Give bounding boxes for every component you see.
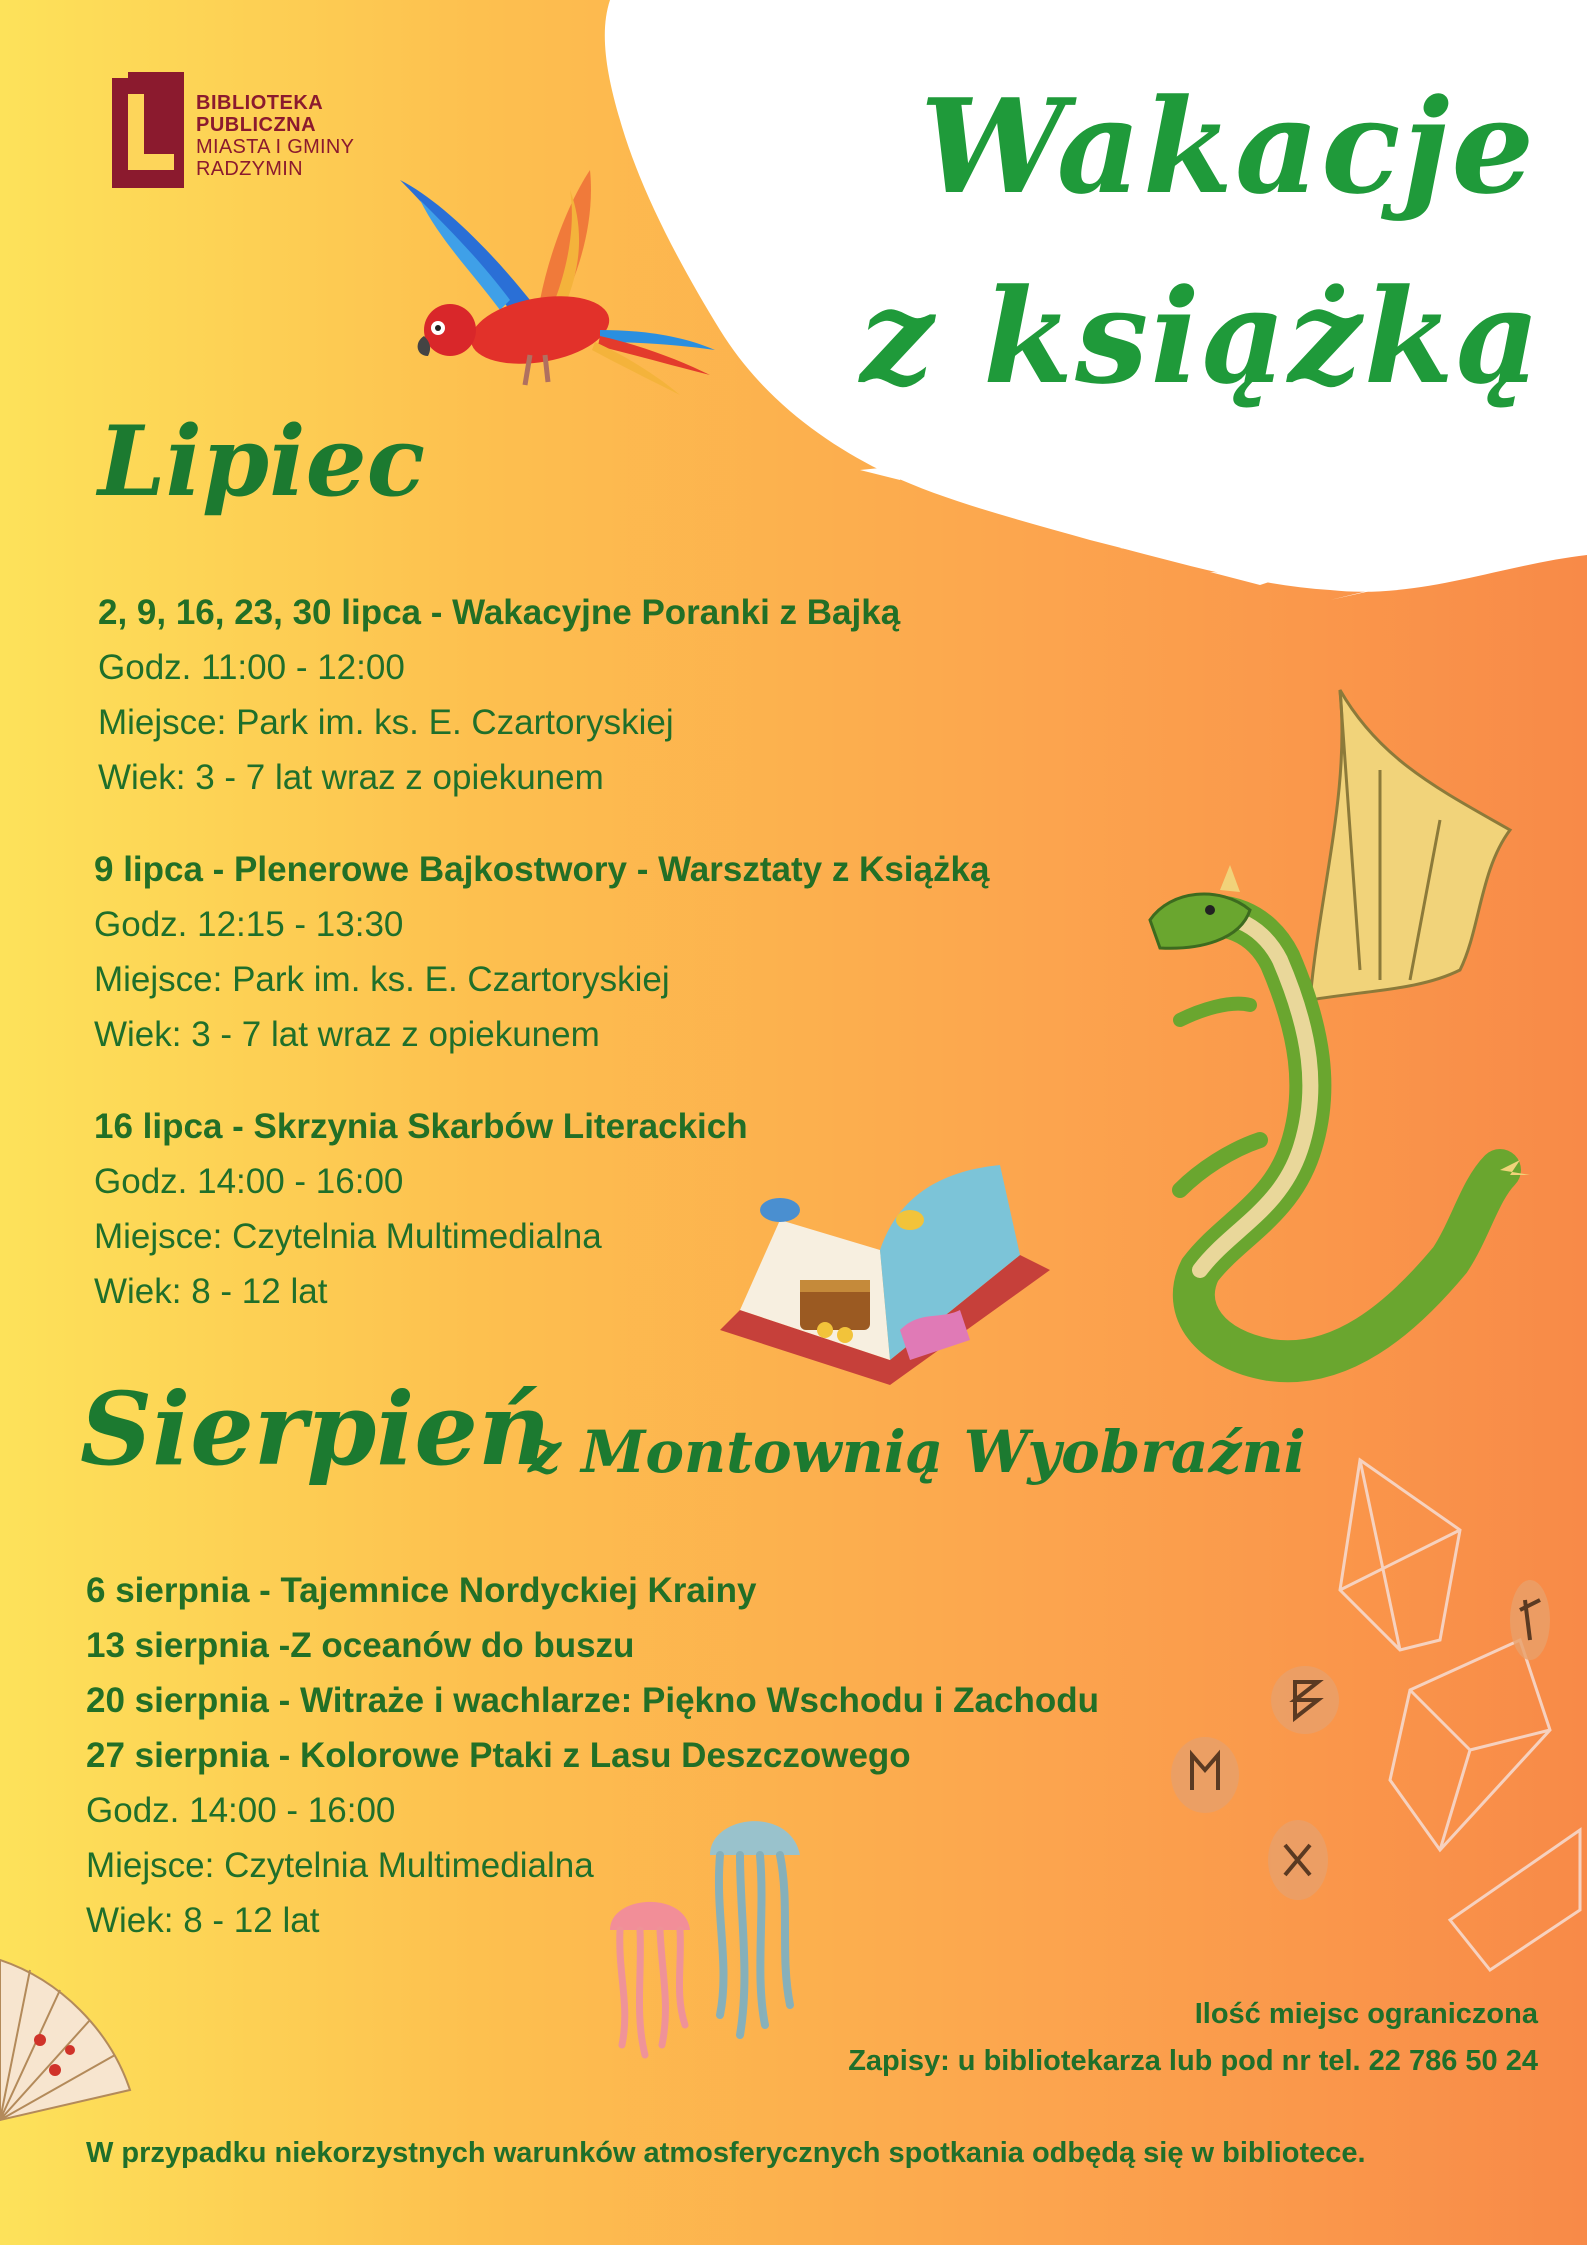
main-title-line-2: z książką: [860, 260, 1543, 413]
event-age: Wiek: 8 - 12 lat: [94, 1272, 328, 1311]
event-age: Wiek: 3 - 7 lat wraz z opiekunem: [98, 758, 604, 797]
event-place: Miejsce: Park im. ks. E. Czartoryskiej: [98, 703, 674, 742]
august-event-2: 13 sierpnia -Z oceanów do buszu: [86, 1626, 635, 1665]
limited-seats-note: Ilość miejsc ograniczona: [1194, 1998, 1538, 2030]
event-time: Godz. 11:00 - 12:00: [98, 648, 405, 687]
july-event-3: [94, 1099, 748, 1319]
weather-note: W przypadku niekorzystnych warunków atmosferycznych spotkania odbędą się w bibliotece.: [86, 2137, 1366, 2169]
event-title: 2, 9, 16, 23, 30 lipca - Wakacyjne Poranki z Bajką: [98, 593, 901, 632]
july-heading: Lipiec: [98, 405, 426, 518]
august-age: Wiek: 8 - 12 lat: [86, 1901, 320, 1940]
event-title: 16 lipca - Skrzynia Skarbów Literackich: [94, 1107, 748, 1146]
event-place: Miejsce: Czytelnia Multimedialna: [94, 1217, 602, 1256]
parrot-illustration: [380, 160, 720, 460]
library-name: [196, 92, 354, 180]
dragon-illustration: [1080, 670, 1540, 1390]
logo-line-1: BIBLIOTEKA: [196, 92, 324, 114]
event-title: 9 lipca - Plenerowe Bajkostwory - Warsztaty z Książką: [94, 850, 990, 889]
library-logo: [112, 72, 392, 192]
august-subheading: z Montownią Wyobraźni: [528, 1418, 1306, 1486]
fan-illustration: [0, 1950, 140, 2130]
main-title-line-1: Wakacje: [920, 70, 1537, 223]
august-event-3: 20 sierpnia - Witraże i wachlarze: Piękno Wschodu i Zachodu: [86, 1681, 1099, 1720]
july-event-1: [98, 585, 900, 805]
august-place: Miejsce: Czytelnia Multimedialna: [86, 1846, 594, 1885]
jellyfish-illustration: [590, 1805, 850, 2085]
event-age: Wiek: 3 - 7 lat wraz z opiekunem: [94, 1015, 600, 1054]
library-logo-mark: [112, 72, 184, 188]
august-heading: Sierpień: [80, 1370, 551, 1488]
august-time: Godz. 14:00 - 16:00: [86, 1791, 396, 1830]
crystals-runes-decoration: [1170, 1450, 1580, 1970]
august-event-4: 27 sierpnia - Kolorowe Ptaki z Lasu Deszczowego: [86, 1736, 911, 1775]
treasure-book-illustration: [720, 1160, 1060, 1390]
july-event-2: [94, 842, 989, 1062]
logo-line-3: MIASTA I GMINY: [196, 136, 355, 158]
signup-info: Zapisy: u bibliotekarza lub pod nr tel. 22 786 50 24: [848, 2045, 1538, 2077]
event-time: Godz. 12:15 - 13:30: [94, 905, 404, 944]
logo-line-4: RADZYMIN: [196, 158, 303, 180]
event-place: Miejsce: Park im. ks. E. Czartoryskiej: [94, 960, 670, 999]
logo-line-2: PUBLICZNA: [196, 114, 317, 136]
august-event-1: 6 sierpnia - Tajemnice Nordyckiej Krainy: [86, 1571, 757, 1610]
event-time: Godz. 14:00 - 16:00: [94, 1162, 404, 1201]
